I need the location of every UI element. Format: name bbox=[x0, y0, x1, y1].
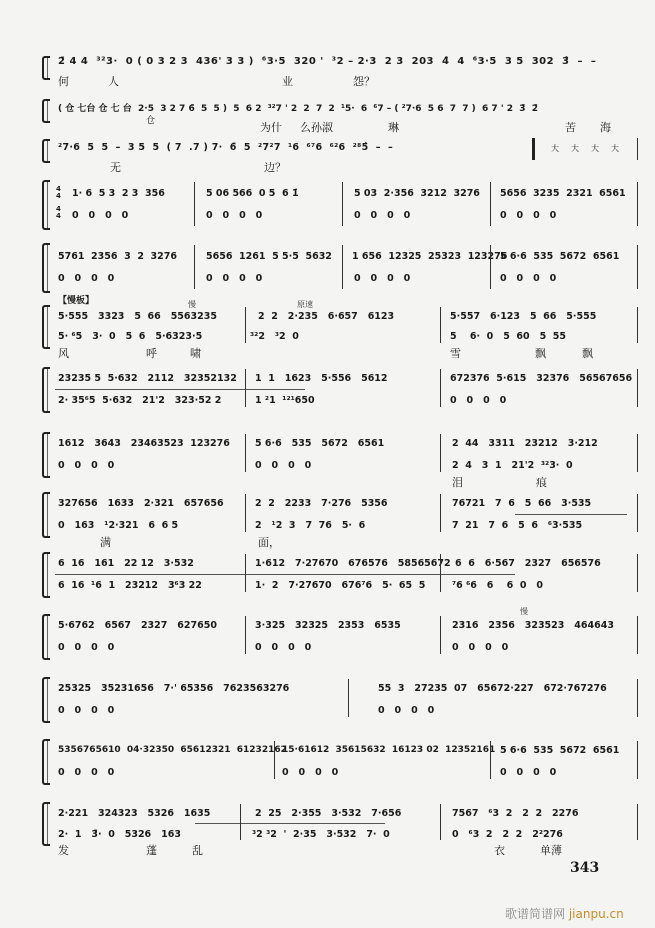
measure-top: 6 6 6·567 2327 656576 bbox=[455, 558, 601, 569]
measure-bottom: ⁷6 ⁶6 6 6 0 0 bbox=[452, 580, 543, 591]
barline bbox=[274, 741, 275, 779]
divider bbox=[195, 823, 385, 824]
watermark-url: jianpu.cn bbox=[568, 907, 624, 921]
tempo-mark: 慢 bbox=[520, 607, 528, 616]
measure-top: 5656 3235 2321 6561 bbox=[500, 188, 626, 199]
barline bbox=[348, 679, 349, 717]
measure-top: 2·221 324323 5326 1635 bbox=[58, 808, 211, 819]
tempo-mark: 慢 bbox=[188, 300, 196, 309]
system-brace bbox=[42, 552, 50, 598]
barline bbox=[637, 804, 638, 840]
barline bbox=[490, 245, 491, 289]
measure-bottom: 0 0 0 0 bbox=[500, 273, 557, 284]
measure-top: 23235 5 5·632 2112 32352132 bbox=[58, 373, 237, 384]
lyric: 飘 bbox=[582, 347, 593, 360]
measure-top: 5 06 566 0 5 6 1̇ bbox=[206, 188, 299, 199]
barline bbox=[194, 245, 195, 289]
barline bbox=[637, 369, 638, 407]
measure-top: 327656 1633 2·321 657656 bbox=[58, 498, 224, 509]
percussion: 大 bbox=[571, 144, 579, 153]
measure-top: 7567 ⁶3 2 2 2 2276 bbox=[452, 808, 579, 819]
lyric: 琳 bbox=[388, 121, 399, 134]
barline bbox=[440, 494, 441, 532]
barline bbox=[637, 616, 638, 654]
barline bbox=[194, 182, 195, 226]
measure-bottom: 0 0 0 0 bbox=[282, 767, 339, 778]
measure-bottom: 0 0 0 0 bbox=[72, 210, 129, 221]
measure-bottom: 1· 2 7·27670 676⁷6 5· 65 5 bbox=[255, 580, 426, 591]
measure-bottom: 5 6· 0 5 60 5 55 bbox=[450, 331, 567, 342]
measure-top: 672376 5·615 32376 56567656 bbox=[450, 373, 633, 384]
measure-top: 76721 7 6 5 66 3·535 bbox=[452, 498, 592, 509]
measure-top: 5 6·6 535 5672 6561 bbox=[500, 251, 620, 262]
measure-bottom: 0 0 0 0 bbox=[58, 642, 115, 653]
tempo-mark: 原速 bbox=[297, 300, 313, 309]
measure-top: 5·555 3323 5 66 5563235 bbox=[58, 311, 217, 322]
barline bbox=[637, 741, 638, 779]
measure-bottom: 0 0 0 0 bbox=[206, 273, 263, 284]
divider bbox=[55, 574, 515, 575]
lyric: 人 bbox=[108, 75, 119, 88]
barline bbox=[637, 307, 638, 343]
barline bbox=[637, 494, 638, 532]
barline bbox=[637, 679, 638, 717]
lyric: 业 bbox=[282, 75, 293, 88]
measure-bottom: 2· 35⁶5 5·632 21'2 323·52 2 bbox=[58, 395, 222, 406]
measure-bottom: 0 0 0 0 bbox=[255, 460, 312, 471]
barline bbox=[245, 434, 246, 472]
barline bbox=[490, 741, 491, 779]
barline bbox=[637, 245, 638, 289]
lyric: 仓 bbox=[146, 116, 156, 126]
barline bbox=[637, 138, 638, 160]
barline bbox=[440, 307, 441, 343]
measure-bottom: 0 0 0 0 bbox=[452, 642, 509, 653]
percussion: 大 bbox=[551, 144, 559, 153]
measure-bottom: 0 0 0 0 bbox=[255, 642, 312, 653]
barline bbox=[245, 554, 246, 592]
measure-bottom: 0 0 0 0 bbox=[206, 210, 263, 221]
measure-bottom: 0 0 0 0 bbox=[500, 767, 557, 778]
system-brace bbox=[42, 139, 50, 163]
lyric: 海 bbox=[600, 121, 611, 134]
time-signature: 4 4 bbox=[56, 185, 61, 200]
watermark-site-name: 歌谱简谱网 bbox=[505, 907, 566, 921]
system-brace bbox=[42, 367, 50, 413]
measure-bottom: 2 4 3 1 21'2 ³²3· 0 bbox=[452, 460, 573, 471]
measure-bottom: 0 0 0 0 bbox=[354, 273, 411, 284]
lyric: 痕 bbox=[536, 476, 547, 489]
lyric: 苦 bbox=[565, 121, 576, 134]
notation-line: 2̄ 4 4 ³²3· 0 ( 0 3 2 3 436' 3 3 ) ⁶3·5 320 ' ³2 – 2·3 2 3 203 4̂ 4 ⁶3·5 3 5 302 3̂ – – bbox=[58, 56, 597, 67]
measure-top: 1 1 1623 5·556 5612 bbox=[255, 373, 388, 384]
measure-bottom: 6 16 ¹6 1 23212 3⁶3 22 bbox=[58, 580, 202, 591]
measure-top: 1· 6 5 3 2 3 356 bbox=[72, 188, 165, 199]
lyric: 何 bbox=[58, 75, 69, 88]
lyric: 无 bbox=[110, 161, 121, 174]
page-number: 343 bbox=[570, 860, 600, 876]
measure-bottom: 5· ⁶5 3· 0 5 6 5·6323·5 bbox=[58, 331, 203, 342]
measure-top: 3·325 32325 2353 6535 bbox=[255, 620, 401, 631]
barline bbox=[440, 434, 441, 472]
lyric: 单薄 bbox=[540, 844, 562, 857]
barline bbox=[245, 369, 246, 407]
lyric: 啸 bbox=[190, 347, 201, 360]
measure-top: 5356765610 04·32350 65612321 61232162 bbox=[58, 745, 287, 755]
measure-bottom: 0 0 0 0 bbox=[378, 705, 435, 716]
measure-top: 5656 1261 5 5·5 5632 bbox=[206, 251, 332, 262]
percussion: 大 bbox=[611, 144, 619, 153]
barline bbox=[245, 616, 246, 654]
lyric: 飘 bbox=[535, 347, 546, 360]
system-brace bbox=[42, 492, 50, 538]
system-brace bbox=[42, 614, 50, 660]
system-brace bbox=[42, 677, 50, 723]
barline bbox=[637, 554, 638, 592]
barline bbox=[342, 182, 343, 226]
measure-top: 5·6762 6567 2327 627650 bbox=[58, 620, 217, 631]
barline bbox=[440, 616, 441, 654]
system-brace bbox=[42, 739, 50, 785]
system-brace bbox=[42, 99, 50, 123]
lyric: 泪 bbox=[452, 476, 463, 489]
time-signature: 4 4 bbox=[56, 205, 61, 220]
measure-top: 2 25 2·355 3·532 7·656 bbox=[255, 808, 402, 819]
measure-top: 1612 3643 23463523 123276 bbox=[58, 438, 230, 449]
divider bbox=[55, 389, 305, 390]
watermark bbox=[505, 905, 624, 922]
percussion: 大 bbox=[591, 144, 599, 153]
lyric: 面， bbox=[258, 536, 280, 549]
system-brace bbox=[42, 432, 50, 478]
barline bbox=[490, 182, 491, 226]
lyric: 蓬 bbox=[146, 844, 157, 857]
measure-top: 25325 35231656 7·' 65356 7623563276 bbox=[58, 683, 290, 694]
notation-line: ( 仓 七台 仓 七 台 2·5 3 2 7 6̄ 5 5 ) 5 6 2 ³²7 ' 2 2 7 2 ¹5· 6 ⁶7 – ( ²7·6 5 6 7 7 ) 6 7 ' 2 3̄ 2̄ bbox=[58, 104, 539, 114]
lyric: 呼 bbox=[146, 347, 157, 360]
barline bbox=[440, 804, 441, 840]
barline bbox=[245, 494, 246, 532]
measure-top: 5·557 6·123 5 66 5·555 bbox=[450, 311, 597, 322]
measure-bottom: 0 ⁶3 2 2 2 2²276 bbox=[452, 829, 563, 840]
barline bbox=[342, 245, 343, 289]
barline bbox=[240, 804, 241, 840]
measure-top: 2 44 3311 23212 3·212 bbox=[452, 438, 598, 449]
measure-bottom: 2· 1 3̄· 0 5326 163 bbox=[58, 829, 181, 840]
lyric: 风 bbox=[58, 347, 69, 360]
measure-bottom: 0 163 ¹2·321 6 6 5 bbox=[58, 520, 179, 531]
measure-top: 2 2 2·235 6·657 6123 bbox=[258, 311, 395, 322]
measure-bottom: 2 ¹2 3 7 76 5· 6 bbox=[255, 520, 366, 531]
lyric: 满 bbox=[100, 536, 111, 549]
lyric: 怨？ bbox=[353, 75, 375, 88]
divider bbox=[515, 514, 627, 515]
measure-bottom: 1 ²1 ¹²¹650 bbox=[255, 395, 315, 406]
section-label: 【慢板】 bbox=[58, 296, 95, 306]
measure-top: 1 656 12325 25323 123276 bbox=[352, 251, 508, 262]
measure-bottom: 0 0 0 0 bbox=[500, 210, 557, 221]
measure-top: 5 03 2·356 3212 3276 bbox=[354, 188, 480, 199]
measure-top: 6 16 161 22 12 3·532 bbox=[58, 558, 194, 569]
measure-bottom: ³2 ³2 ' 2·35 3·532 7· 0 bbox=[252, 829, 390, 840]
measure-bottom: 0 0 0 0 bbox=[354, 210, 411, 221]
lyric: 乱 bbox=[192, 844, 203, 857]
measure-top: 5 6·6 535 5672 6561 bbox=[255, 438, 385, 449]
measure-top: 1·612 7·27670 676576 58565672 bbox=[255, 558, 451, 569]
measure-top: 15·61612 35615632 16123 02 12352161 bbox=[282, 745, 496, 755]
lyric: 雪 bbox=[450, 347, 461, 360]
barline bbox=[532, 138, 535, 160]
measure-bottom: 0 0 0 0 bbox=[58, 460, 115, 471]
system-brace bbox=[42, 180, 50, 230]
barline bbox=[637, 434, 638, 472]
barline bbox=[440, 369, 441, 407]
measure-bottom: 0 0 0 0 bbox=[450, 395, 507, 406]
measure-top: 2 2 2233 7·276 5356 bbox=[255, 498, 388, 509]
measure-top: 55 3 27235 07 65672·227 672·767276 bbox=[378, 683, 607, 694]
system-brace bbox=[42, 243, 50, 293]
system-brace bbox=[42, 56, 50, 80]
measure-top: 2316 2356 323523 464643 bbox=[452, 620, 614, 631]
lyric: 衣 bbox=[494, 844, 505, 857]
measure-top: 5761 2356 3 2 3276 bbox=[58, 251, 178, 262]
barline bbox=[440, 554, 441, 592]
measure-bottom: 7 21 7 6 5 6 ⁶3·535 bbox=[452, 520, 583, 531]
barline bbox=[637, 182, 638, 226]
measure-bottom: 0 0 0 0 bbox=[58, 705, 115, 716]
lyric: 么孙淑 bbox=[300, 121, 333, 134]
measure-bottom: ³²2 ³2 0 bbox=[250, 331, 299, 342]
measure-bottom: 0 0 0 0 bbox=[58, 767, 115, 778]
lyric: 为什 bbox=[260, 121, 282, 134]
lyric: 边？ bbox=[264, 161, 286, 174]
lyric: 发 bbox=[58, 844, 69, 857]
measure-bottom: 0 0 0 0 bbox=[58, 273, 115, 284]
barline bbox=[245, 307, 246, 343]
system-brace bbox=[42, 305, 50, 349]
notation-line: ²7·6 5 5 – 3 5 5 ( 7 .7 ) 7· 6̄ 5 ²7²7 ¹6 ⁶⁷6 ⁶²6 ²⁸5̂ – – bbox=[58, 142, 394, 153]
system-brace bbox=[42, 802, 50, 846]
measure-top: 5 6·6 535 5672 6561 bbox=[500, 745, 620, 756]
